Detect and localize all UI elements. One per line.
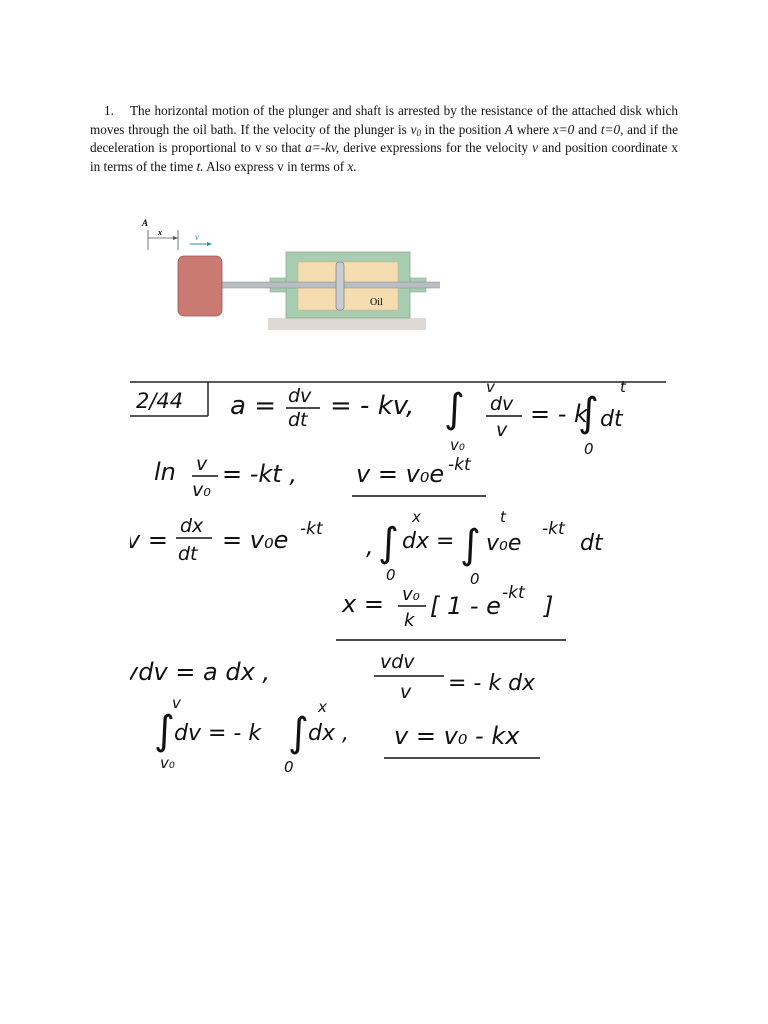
svg-text:dv: dv (288, 385, 312, 407)
svg-text:v₀: v₀ (450, 436, 465, 454)
t-symbol: t. (196, 158, 204, 174)
integral-sign: ∫ (444, 386, 465, 432)
svg-text:= v₀e: = v₀e (222, 526, 289, 554)
label-A: A (142, 218, 149, 228)
svg-text:ln: ln (154, 458, 176, 486)
problem-tag: 2/44 (136, 389, 184, 413)
t-condition: t=0, (600, 121, 624, 137)
position-A: A (505, 121, 514, 137)
svg-text:0: 0 (584, 440, 594, 458)
base-plate (268, 318, 426, 330)
label-v: v (195, 232, 199, 242)
svg-text:v: v (486, 378, 495, 396)
svg-text:v: v (400, 681, 412, 703)
svg-text:v: v (172, 694, 181, 712)
svg-text:0: 0 (470, 570, 480, 588)
svg-text:v: v (196, 453, 208, 475)
svg-text:0: 0 (284, 758, 294, 776)
svg-text:vdv = a dx ,: vdv = a dx , (130, 658, 271, 686)
svg-text:v₀: v₀ (402, 584, 420, 605)
v0-symbol: $v_0$ (410, 121, 421, 138)
deceleration-law: a=-kv, (305, 140, 340, 155)
svg-text:dx =: dx = (402, 529, 455, 554)
v-symbol: v (532, 140, 538, 155)
svg-text:t: t (620, 378, 626, 396)
svg-text:-kt: -kt (448, 455, 471, 475)
svg-text:dt: dt (178, 543, 198, 565)
svg-text:x: x (412, 508, 421, 526)
svg-text:∫: ∫ (154, 708, 175, 754)
svg-text:= - k: = - k (530, 400, 588, 428)
svg-text:-kt: -kt (502, 583, 525, 603)
problem-statement: 1. The horizontal motion of the plunger and shaft is arrested by the resistance of the attached disk which moves through the oil bath. If the velocity of the plunger is $v_0$ in the position A where x=0 and t=0, and if the deceleration is proportional to v so that a=-kv, derive expressions for the velocity v and position coordinate x in terms of the time t. Also express v in terms of x. (90, 103, 678, 174)
svg-text:∫: ∫ (460, 522, 481, 568)
label-x: x (158, 228, 162, 237)
x-symbol: x. (347, 158, 357, 174)
result-v-of-t: v = v₀e (356, 460, 445, 488)
svg-text:dv = - k: dv = - k (174, 721, 262, 746)
svg-text:v =: v = (130, 526, 168, 554)
result-v-of-x: v = v₀ - kx (394, 722, 520, 750)
label-oil: Oil (370, 297, 383, 308)
svg-text:= - kv,: = - kv, (330, 391, 415, 421)
svg-text:dt: dt (288, 409, 308, 431)
svg-text:-kt: -kt (300, 519, 323, 539)
problem-text: The horizontal motion of the plunger and shaft is arrested by the resistance of the attached disk which moves through the oil bath. If the velocity of the plunger is (90, 103, 678, 137)
svg-text:x: x (318, 698, 327, 716)
svg-text:dt: dt (600, 407, 623, 432)
svg-text:k: k (404, 610, 415, 631)
svg-text:v₀: v₀ (192, 479, 211, 501)
svg-text:dx ,: dx , (308, 721, 349, 746)
svg-text:0: 0 (386, 566, 396, 584)
svg-text:v: v (496, 419, 508, 441)
svg-text:x =: x = (342, 590, 384, 618)
x-condition: x=0 (552, 121, 575, 137)
result-x-of-t: [ 1 - e (430, 592, 501, 620)
shaft (220, 282, 440, 288)
handwritten-solution (130, 378, 670, 778)
x-arrow-head (173, 236, 178, 240)
svg-text:∫: ∫ (578, 390, 599, 436)
svg-text:= - k dx: = - k dx (448, 671, 536, 696)
svg-text:v₀: v₀ (160, 754, 175, 772)
svg-text:∫: ∫ (378, 520, 399, 566)
svg-text:dx: dx (180, 515, 204, 537)
svg-text:dt: dt (580, 531, 603, 556)
svg-text:vdv: vdv (380, 651, 415, 673)
svg-text:]: ] (544, 592, 554, 620)
svg-text:v₀e: v₀e (486, 531, 522, 556)
svg-text:,: , (366, 532, 374, 560)
plunger-figure (140, 212, 440, 337)
plunger (178, 256, 222, 316)
disk (336, 262, 344, 310)
svg-text:-kt: -kt (542, 519, 565, 539)
problem-number: 1. (104, 103, 114, 118)
svg-text:t: t (500, 508, 506, 526)
svg-text:= -kt ,: = -kt , (222, 460, 297, 488)
l1-a: a = (230, 391, 276, 421)
svg-text:dv: dv (490, 393, 514, 415)
svg-text:∫: ∫ (288, 710, 309, 756)
